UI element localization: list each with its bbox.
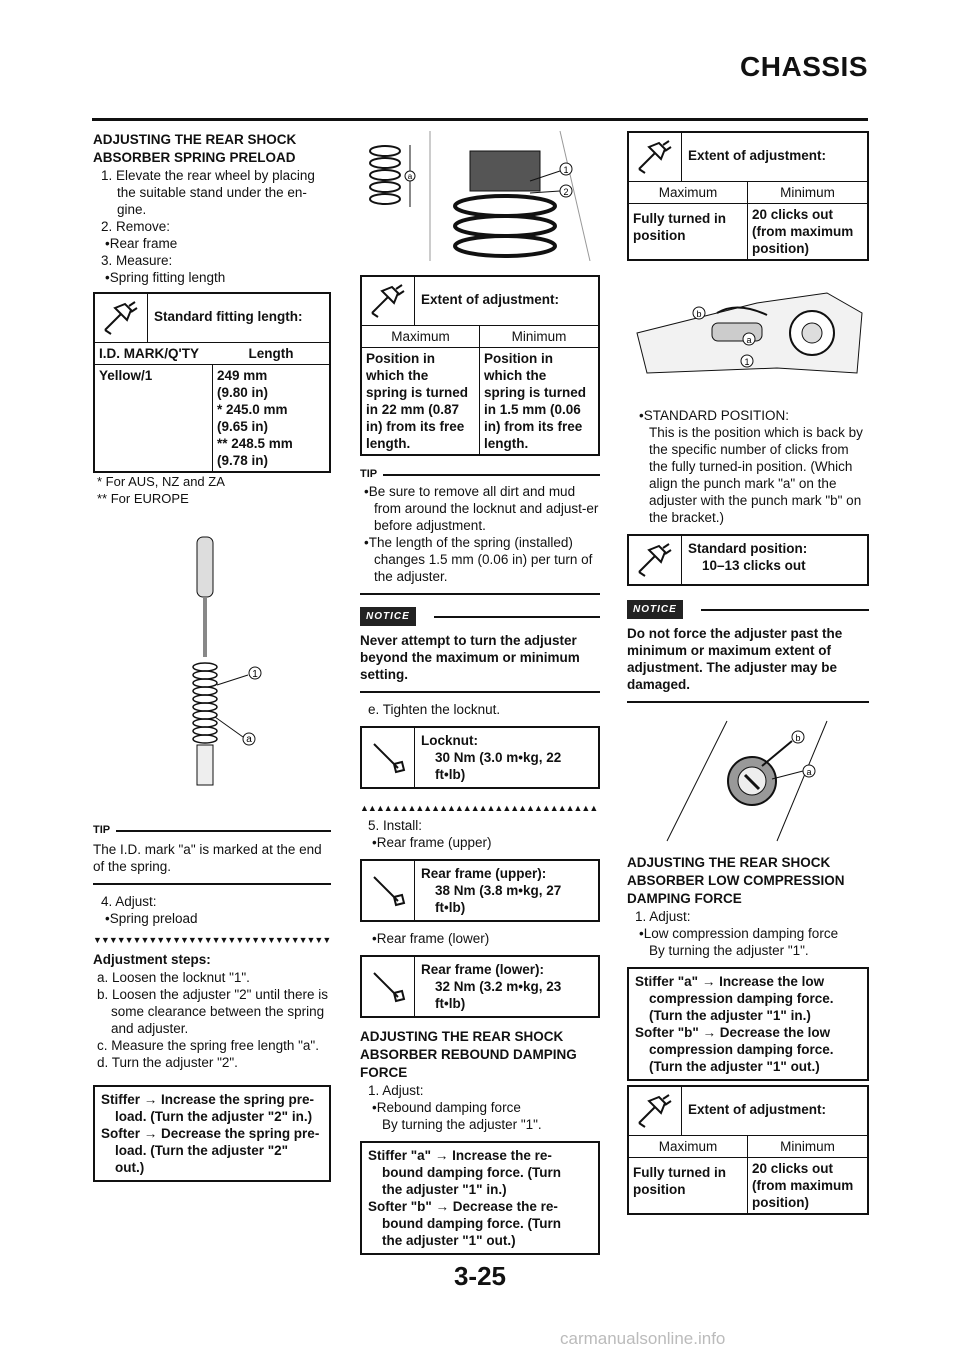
- heading-line: ABSORBER REBOUND DAMPING: [360, 1047, 577, 1062]
- spec-line: spring is turned: [366, 385, 469, 400]
- box-line: Softer "b" → Decrease the low: [635, 1025, 831, 1040]
- stiffer-softer-box-rebound: [360, 1141, 600, 1255]
- spec-line: in 22 mm (0.87: [366, 402, 460, 417]
- std-position-text: This is the position which is back by the specific number of clicks from the fully turned-in position. (Which align the punch mark "a" on the adjuster with the punch mark "b" on the bracket.): [649, 425, 863, 525]
- spec-right: [748, 1158, 867, 1213]
- fig-label: b: [795, 733, 801, 743]
- box-line: load. (Turn the adjuster "2": [115, 1143, 289, 1158]
- wrench-icon: [629, 536, 682, 584]
- triangle-marker-down: ▼▼▼▼▼▼▼▼▼▼▼▼▼▼▼▼▼▼▼▼▼▼▼▼▼▼▼▼▼▼: [93, 935, 331, 945]
- box-line: Stiffer → Increase the spring pre-: [101, 1092, 315, 1107]
- spec-line: position: [633, 1182, 686, 1197]
- spec-box-extent-preload: [360, 275, 600, 456]
- spec-head-right: Minimum: [748, 182, 867, 204]
- adjustment-steps-title: Adjustment steps:: [93, 952, 211, 967]
- tip-bullet: •The length of the spring (installed) changes 1.5 mm (0.06 in) per turn of the adjuster.: [364, 535, 593, 584]
- heading-line: ADJUSTING THE REAR SHOCK: [360, 1029, 564, 1044]
- box-line: Softer → Decrease the spring pre-: [101, 1126, 320, 1141]
- spec-line: ** 248.5 mm: [217, 436, 293, 451]
- spec-line: which the: [484, 368, 547, 383]
- step-text: e. Tighten the locknut.: [368, 702, 501, 717]
- notice-badge: NOTICE: [627, 600, 683, 619]
- std-box-content: [682, 536, 813, 584]
- torque-line: 32 Nm (3.2 m•kg, 23: [435, 979, 562, 994]
- step-text: 1. Elevate the rear wheel by placing the suitable stand under the en-gine.: [101, 168, 315, 217]
- tip-end-rule: [93, 883, 331, 885]
- spec-right: [748, 204, 867, 259]
- torque-box-locknut: [360, 726, 600, 789]
- torque-line: 30 Nm (3.0 m•kg, 22: [435, 750, 562, 765]
- heading-line: ADJUSTING THE REAR SHOCK: [93, 132, 297, 147]
- adj-step: d. Turn the adjuster "2".: [97, 1055, 238, 1070]
- tip-bullet: •Be sure to remove all dirt and mud from around the locknut and adjust-er before adjustment.: [364, 484, 599, 533]
- torque-content: [415, 728, 567, 787]
- fig-label: 1: [252, 669, 258, 680]
- fig-label: 1: [744, 357, 750, 367]
- box-line: Softer "b" → Decrease the re-: [368, 1199, 558, 1214]
- box-line: Stiffer "a" → Increase the low: [635, 974, 825, 989]
- spec-line: position): [752, 1195, 809, 1210]
- spec-head-right: Minimum: [480, 326, 598, 348]
- wrench-icon: [95, 294, 148, 342]
- spec-head-left: Maximum: [629, 182, 748, 204]
- compression-adjuster-figure: [627, 711, 869, 846]
- box-line: load. (Turn the adjuster "2" in.): [115, 1109, 313, 1124]
- spec-line: (9.78 in): [217, 453, 269, 468]
- box-line: compression damping force.: [649, 991, 834, 1006]
- spec-head-left: I.D. MARK/Q'TY: [95, 343, 213, 365]
- spec-title: Extent of adjustment:: [421, 292, 560, 307]
- notice-badge: NOTICE: [360, 607, 416, 626]
- tip-header: [360, 466, 600, 483]
- section-heading-preload: [93, 131, 331, 167]
- bullet-text: •Rear frame (lower): [372, 931, 490, 946]
- step-text: 3. Measure:: [101, 253, 173, 268]
- adj-step: c. Measure the spring free length "a".: [97, 1038, 319, 1053]
- spec-left: [362, 348, 480, 454]
- box-line: the adjuster "1" in.): [382, 1182, 507, 1197]
- spec-line: spring is turned: [484, 385, 587, 400]
- spec-line: Position in: [484, 351, 553, 366]
- spec-title: Standard fitting length:: [154, 309, 303, 324]
- fig-label: b: [696, 309, 702, 319]
- spec-line: length.: [366, 436, 411, 451]
- column-3: [627, 131, 869, 1215]
- fig-label: 2: [563, 187, 569, 197]
- step-text: 4. Adjust:: [101, 894, 157, 909]
- box-line: the adjuster "1" out.): [382, 1233, 516, 1248]
- spec-left: [629, 204, 748, 259]
- footnote: ** For EUROPE: [97, 491, 189, 506]
- rebound-adjuster-figure: [627, 273, 869, 403]
- wrench-icon: [629, 1087, 682, 1135]
- spec-line: 249 mm: [217, 368, 268, 383]
- bullet-text: •Spring preload: [105, 911, 198, 926]
- torque-line: 38 Nm (3.8 m•kg, 27: [435, 883, 562, 898]
- spec-title: Extent of adjustment:: [688, 148, 827, 163]
- section-heading-rebound: [360, 1028, 600, 1082]
- spec-line: position: [633, 228, 686, 243]
- bullet-subtext: By turning the adjuster "1".: [649, 943, 809, 958]
- notice-end-rule: [627, 701, 869, 703]
- spec-line: in) from its free: [366, 419, 465, 434]
- spec-row-right: [213, 365, 329, 471]
- torque-line: ft•lb): [435, 767, 466, 782]
- bullet-text: •Low compression damping force: [639, 926, 839, 941]
- tip-text: The I.D. mark "a" is marked at the end of the spring.: [93, 842, 322, 874]
- torque-wrench-icon: [362, 957, 415, 1016]
- heading-line: DAMPING FORCE: [627, 891, 742, 906]
- spec-box-extent-rebound: [627, 131, 869, 261]
- fig-label: 1: [563, 165, 569, 175]
- spec-line: in 1.5 mm (0.06: [484, 402, 581, 417]
- box-line: (Turn the adjuster "1" out.): [649, 1059, 820, 1074]
- spec-line: length.: [484, 436, 529, 451]
- torque-line: ft•lb): [435, 996, 466, 1011]
- wrench-icon: [629, 133, 682, 181]
- spec-head-left: Maximum: [629, 1136, 748, 1158]
- box-line: compression damping force.: [649, 1042, 834, 1057]
- spec-title: Extent of adjustment:: [688, 1102, 827, 1117]
- notice-header: [360, 607, 600, 626]
- heading-line: ABSORBER LOW COMPRESSION: [627, 873, 845, 888]
- std-box-title: Standard position:: [688, 541, 808, 556]
- tip-header: [93, 822, 331, 839]
- triangle-marker-up: ▲▲▲▲▲▲▲▲▲▲▲▲▲▲▲▲▲▲▲▲▲▲▲▲▲▲▲▲▲▲: [360, 803, 598, 813]
- column-1: [93, 131, 331, 1182]
- bullet-text: •Rear frame: [105, 236, 178, 251]
- wrench-icon: [362, 277, 415, 325]
- spec-line: Position in: [366, 351, 435, 366]
- section-heading-compression: [627, 854, 869, 908]
- tip-rule: [383, 474, 600, 476]
- spec-head-right: Minimum: [748, 1136, 867, 1158]
- notice-header: [627, 600, 869, 619]
- spec-line: in) from its free: [484, 419, 583, 434]
- notice-rule: [434, 616, 600, 618]
- fig-label: a: [746, 335, 752, 345]
- fig-label: a: [246, 734, 252, 745]
- torque-wrench-icon: [362, 728, 415, 787]
- watermark: carmanualsonline.info: [560, 1329, 726, 1348]
- spec-box-fitting-length: [93, 292, 331, 473]
- bullet-subtext: By turning the adjuster "1".: [382, 1117, 542, 1132]
- torque-box-rear-frame-upper: [360, 859, 600, 922]
- tip-rule: [116, 830, 331, 832]
- footnote: * For AUS, NZ and ZA: [97, 474, 225, 489]
- spring-adjuster-figure: [360, 131, 600, 261]
- tip-label: TIP: [360, 468, 378, 480]
- spec-row-left: Yellow/1: [95, 365, 213, 471]
- stiffer-softer-box-preload: [93, 1085, 331, 1182]
- box-line: (Turn the adjuster "1" in.): [649, 1008, 811, 1023]
- header-rule: [92, 118, 868, 121]
- bullet-text: •Spring fitting length: [105, 270, 226, 285]
- step-text: 1. Adjust:: [635, 909, 691, 924]
- heading-line: ABSORBER SPRING PRELOAD: [93, 150, 296, 165]
- box-line: Stiffer "a" → Increase the re-: [368, 1148, 552, 1163]
- spec-line: Fully turned in: [633, 211, 726, 226]
- spec-line: Fully turned in: [633, 1165, 726, 1180]
- torque-content: [415, 957, 567, 1016]
- notice-text: Do not force the adjuster past the minimum or maximum extent of adjustment. The adjuster may be damaged.: [627, 626, 843, 692]
- torque-box-rear-frame-lower: [360, 955, 600, 1018]
- page-title: CHASSIS: [740, 51, 868, 82]
- step-text: 2. Remove:: [101, 219, 171, 234]
- torque-wrench-icon: [362, 861, 415, 920]
- adj-step: a. Loosen the locknut "1".: [97, 970, 250, 985]
- spec-line: which the: [366, 368, 429, 383]
- torque-title: Rear frame (lower):: [421, 962, 545, 977]
- page-number: 3-25: [453, 1261, 507, 1291]
- box-line: out.): [115, 1160, 145, 1175]
- spec-line: 20 clicks out: [752, 207, 834, 222]
- spec-left: [629, 1158, 748, 1213]
- spec-box-standard-position: [627, 534, 869, 586]
- spec-line: (from maximum: [752, 224, 854, 239]
- step-text: 5. Install:: [368, 818, 423, 833]
- heading-line: ADJUSTING THE REAR SHOCK: [627, 855, 831, 870]
- bullet-text: •STANDARD POSITION:: [639, 408, 789, 423]
- stiffer-softer-box-compression: [627, 967, 869, 1081]
- step-text: 1. Adjust:: [368, 1083, 424, 1098]
- torque-title: Rear frame (upper):: [421, 866, 547, 881]
- fig-label: a: [806, 767, 812, 777]
- heading-line: FORCE: [360, 1065, 408, 1080]
- column-2: [360, 131, 600, 1255]
- torque-line: ft•lb): [435, 900, 466, 915]
- spec-line: (9.80 in): [217, 385, 269, 400]
- adj-step: b. Loosen the adjuster "2" until there is some clearance between the spring and adjuster.: [97, 987, 328, 1036]
- tip-end-rule: [360, 593, 600, 595]
- notice-text: Never attempt to turn the adjuster beyond the maximum or minimum setting.: [360, 633, 580, 682]
- spec-line: (9.65 in): [217, 419, 269, 434]
- box-line: bound damping force. (Turn: [382, 1165, 561, 1180]
- torque-title: Locknut:: [421, 733, 478, 748]
- bullet-text: •Rebound damping force: [372, 1100, 521, 1115]
- std-box-value: 10–13 clicks out: [702, 558, 806, 573]
- spec-box-extent-compression: [627, 1085, 869, 1215]
- spec-head-left: Maximum: [362, 326, 480, 348]
- notice-rule: [701, 609, 869, 611]
- torque-content: [415, 861, 567, 920]
- notice-end-rule: [360, 691, 600, 693]
- box-line: bound damping force. (Turn: [382, 1216, 561, 1231]
- spec-line: (from maximum: [752, 1178, 854, 1193]
- tip-label: TIP: [93, 824, 111, 836]
- bullet-text: •Rear frame (upper): [372, 835, 492, 850]
- spec-line: position): [752, 241, 809, 256]
- spec-line: * 245.0 mm: [217, 402, 288, 417]
- fig-label: a: [407, 172, 413, 181]
- spec-line: 20 clicks out: [752, 1161, 834, 1176]
- shock-absorber-figure: [93, 527, 331, 812]
- spec-right: [480, 348, 598, 454]
- spec-head-right: Length: [213, 343, 329, 365]
